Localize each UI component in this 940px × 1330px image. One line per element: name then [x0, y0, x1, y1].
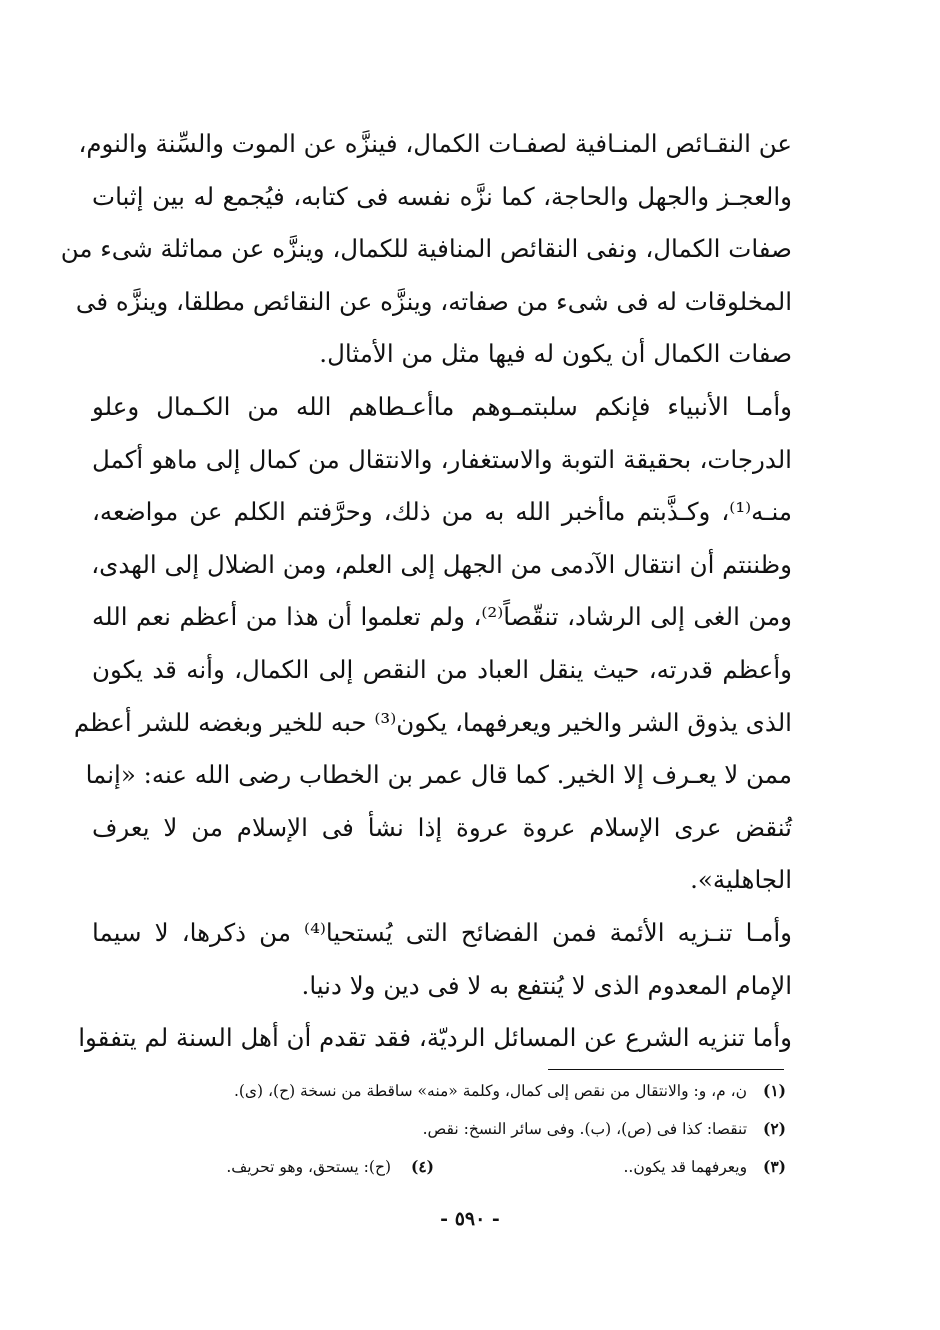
- footnotes: [110, 1072, 786, 1186]
- body-line-3: صفات الكمال، ونفى النقائص المنافية للكمال، وينزَّه عن مماثلة شىء من: [60, 234, 792, 264]
- body-line-15: الجاهلية».: [690, 865, 792, 895]
- footnote-1: [110, 1072, 786, 1110]
- footnote-2: [110, 1110, 786, 1148]
- footnote-3-text: ويعرفهما قد يكون..: [623, 1158, 748, 1176]
- footnote-4-text: (ح): يستحق، وهو تحريف.: [226, 1158, 391, 1176]
- footnote-2-number: (٢): [762, 1119, 786, 1138]
- footnote-divider: [548, 1069, 784, 1070]
- body-line-14: تُنقض عرى الإسلام عروة عروة إذا نشأ فى الإسلام من لا يعرف: [92, 812, 792, 842]
- footnote-1-number: (١): [762, 1081, 786, 1100]
- footnote-2-text: تنقصا: كذا فى (ص)، (ب). وفى سائر النسخ: نقص.: [422, 1120, 748, 1138]
- page-number: - ٥٩٠ -: [440, 1208, 500, 1230]
- footnote-3-number: (٣): [762, 1157, 786, 1176]
- body-text: [60, 118, 792, 1065]
- footnote-3: [110, 1148, 786, 1186]
- body-line-5: صفات الكمال أن يكون له فيها مثل من الأمثال.: [319, 339, 792, 369]
- footnote-4-number: (٤): [410, 1157, 434, 1176]
- body-line-12: الذى يذوق الشر والخير ويعرفهما، يكون⁽³⁾ حبه للخير وبغضه للشر أعظم: [73, 707, 792, 737]
- body-line-16: وأمـا تنـزيه الأئمة فمن الفضائح التى يُستحيا⁽⁴⁾ من ذكرها، لا سيما: [92, 917, 792, 947]
- body-line-2: والعجـز والجهل والحاجة، كما نزَّه نفسه فى كتابه، فيُجمع له بين إثبات: [92, 181, 792, 211]
- body-line-8: منـه⁽¹⁾، وكـذَّبتم ماأخبر الله به من ذلك، وحرَّفتم الكلم عن مواضعه،: [92, 497, 792, 527]
- body-line-13: ممن لا يعـرف إلا الخير. كما قال عمر بن الخطاب رضى الله عنه: «إنما: [85, 760, 792, 790]
- footnote-1-text: ن، م، و: والانتقال من نقص إلى كمال، وكلمة «منه» ساقطة من نسخة (ح)، (ى).: [233, 1082, 748, 1100]
- body-line-9: وظننتم أن انتقال الآدمى من الجهل إلى العلم، ومن الضلال إلى الهدى،: [91, 549, 792, 579]
- body-line-4: المخلوقات له فى شىء من صفاته، وينزَّه عن النقائص مطلقا، وينزَّه فى: [75, 286, 792, 316]
- body-line-11: وأعظم قدرته، حيث ينقل العباد من النقص إلى الكمال، وأنه قد يكون: [92, 654, 792, 684]
- body-line-1: عن النقـائص المنـافية لصفـات الكمال، فينزَّه عن الموت والسِّنة والنوم،: [78, 129, 792, 158]
- body-line-6: وأمـا الأنبياء فإنكم سلبتمـوهم ماأعـطاهم الله من الكـمال وعلو: [92, 391, 792, 421]
- body-line-17: الإمام المعدوم الذى لا يُنتفع به لا فى دين ولا دنيا.: [301, 970, 792, 1000]
- body-line-7: الدرجات، بحقيقة التوبة والاستغفار، والانتقال من كمال إلى ماهو أكمل: [92, 444, 792, 474]
- body-line-18: وأما تنزيه الشرع عن المسائل الرديّة، فقد تقدم أن أهل السنة لم يتفقوا: [78, 1023, 792, 1053]
- body-line-10: ومن الغى إلى الرشاد، تنقّصاً⁽²⁾، ولم تعلموا أن هذا من أعظم نعم الله: [92, 602, 792, 632]
